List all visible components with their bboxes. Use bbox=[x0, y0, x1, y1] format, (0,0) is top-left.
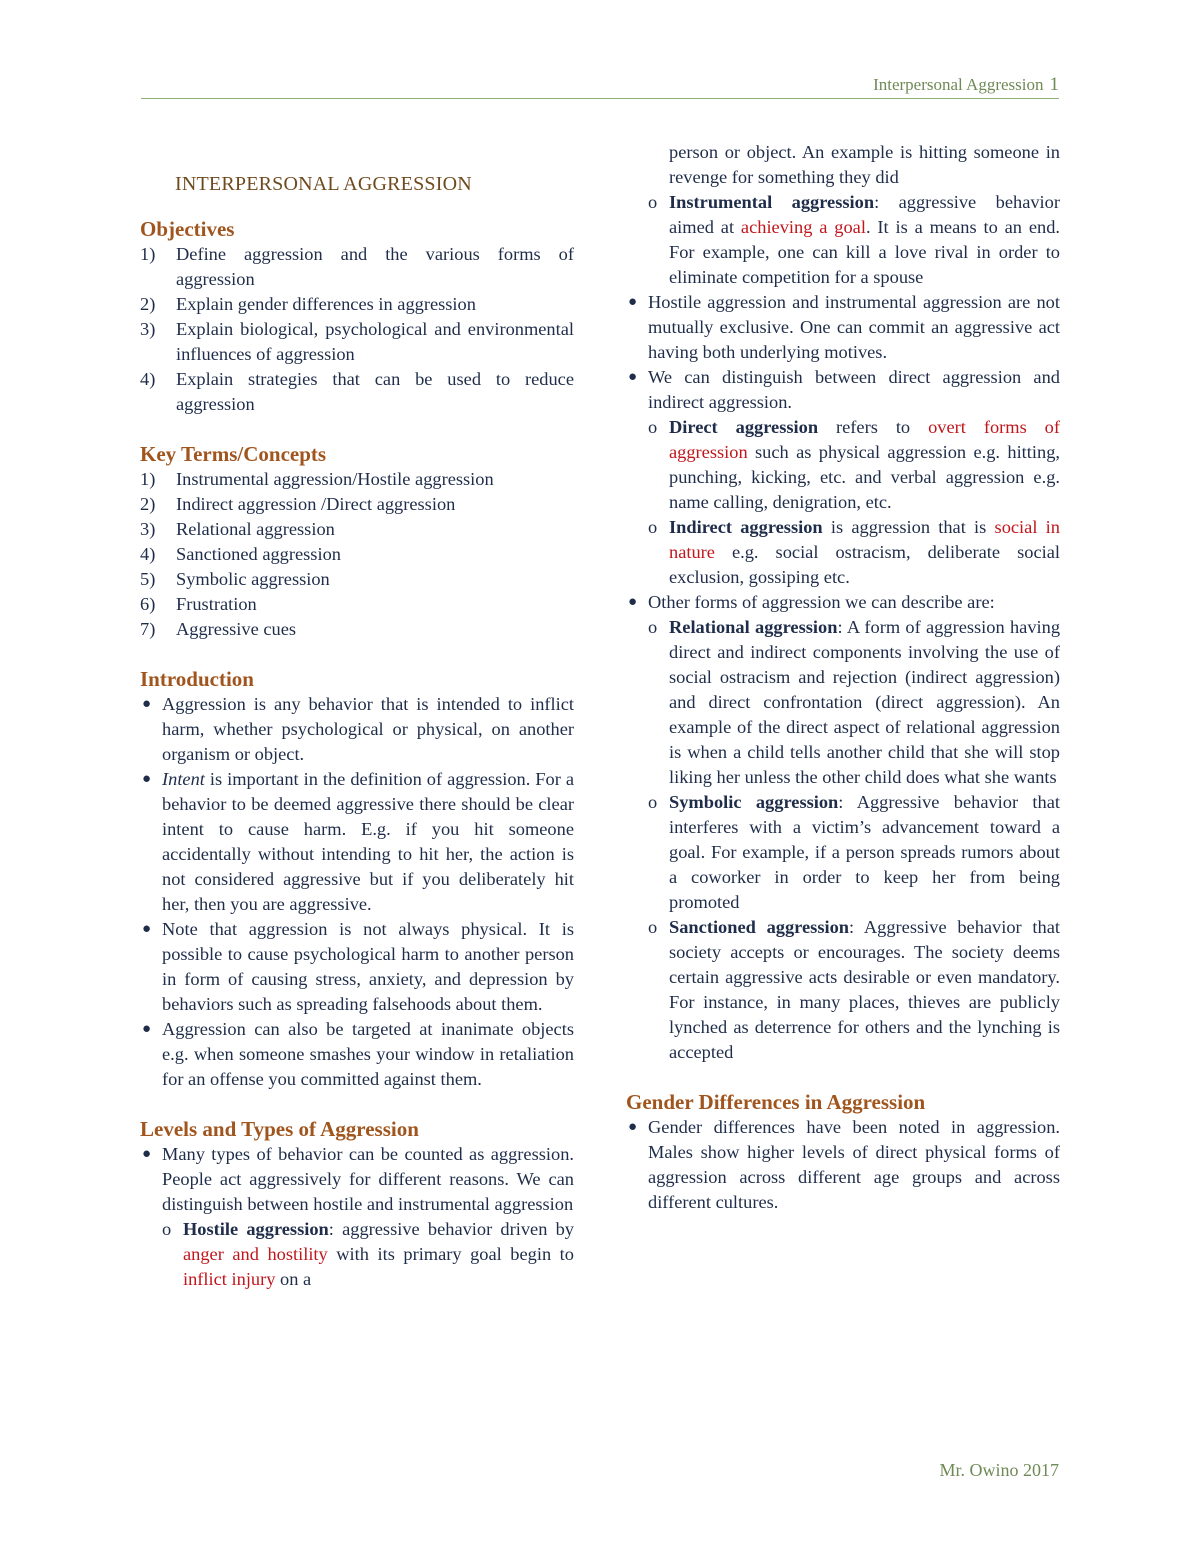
list-item: 2) Explain gender differences in aggression bbox=[140, 294, 476, 314]
list-item: 7) Aggressive cues bbox=[140, 619, 297, 639]
symbolic-aggression-item: o Symbolic aggression: Aggressive behavior that interferes with a victim’s advancement toward a goal. For example, if a person spreads rumors about a coworker in order to keep her from being promoted bbox=[648, 792, 1060, 912]
page-header bbox=[141, 74, 1059, 99]
levels-list bbox=[140, 1142, 574, 1292]
introduction-heading: Introduction bbox=[140, 667, 254, 691]
instrumental-aggression-item: o Instrumental aggression: aggressive behavior aimed at achieving a goal. It is a means to an end. For example, one can kill a love rival in order to eliminate competition for a spouse bbox=[648, 192, 1060, 287]
list-item: 1) Define aggression and the various forms of aggression bbox=[140, 244, 574, 289]
page-footer: Mr. Owino 2017 bbox=[939, 1460, 1059, 1480]
list-item: 4) Sanctioned aggression bbox=[140, 544, 341, 564]
objectives-heading: Objectives bbox=[140, 217, 235, 241]
header-page-number: 1 bbox=[1049, 74, 1059, 95]
right-column bbox=[626, 140, 1060, 1215]
list-item: ● We can distinguish between direct aggression and indirect aggression. o Direct aggression refers to overt forms of aggression such as physical aggression e.g. hitting, punching, kicking, etc. and verbal aggression e.g. name calling, denigration, etc. o Indirect aggression is aggression that is social in nature e.g. social ostracism, deliberate social exclusion, gossiping etc. bbox=[626, 365, 1060, 590]
introduction-list bbox=[140, 692, 574, 1092]
list-item: 1) Instrumental aggression/Hostile aggression bbox=[140, 469, 494, 489]
direct-aggression-item: o Direct aggression refers to overt forms of aggression such as physical aggression e.g. hitting, punching, kicking, etc. and verbal aggression e.g. name calling, denigration, etc. bbox=[648, 417, 1060, 512]
hostile-aggression-item: o Hostile aggression: aggressive behavior driven by anger and hostility with its primary goal begin to inflict injury on a bbox=[162, 1219, 574, 1289]
list-item: 3) Relational aggression bbox=[140, 519, 335, 539]
list-item: 4) Explain strategies that can be used to reduce aggression bbox=[140, 369, 574, 414]
list-item: ● Many types of behavior can be counted as aggression. People act aggressively for different reasons. We can distinguish between hostile and instrumental aggression o Hostile aggression: aggressive behavior driven by anger and hostility with its primary goal begin to inflict injury on a bbox=[140, 1142, 574, 1292]
key-terms-list bbox=[140, 467, 574, 642]
sanctioned-aggression-item: o Sanctioned aggression: Aggressive behavior that society accepts or encourages. The society deems certain aggressive acts desirable or even mandatory. For instance, in many places, thieves are publicly lynched as deterrence for others and the lynching is accepted bbox=[648, 917, 1060, 1062]
list-item: ● Aggression is any behavior that is intended to inflict harm, whether psychological or physical, on another organism or object. bbox=[142, 694, 574, 764]
sub-list bbox=[140, 1217, 574, 1292]
gender-heading: Gender Differences in Aggression bbox=[626, 1090, 926, 1114]
levels-heading: Levels and Types of Aggression bbox=[140, 1117, 419, 1141]
header-title: Interpersonal Aggression bbox=[873, 75, 1044, 94]
left-column bbox=[140, 140, 574, 1292]
list-item: ● Hostile aggression and instrumental aggression are not mutually exclusive. One can commit an aggressive act having both underlying motives. bbox=[628, 292, 1060, 362]
sub-list bbox=[626, 190, 1060, 290]
sub-list bbox=[626, 415, 1060, 590]
levels-list-continued bbox=[626, 290, 1060, 1065]
list-item: 2) Indirect aggression /Direct aggression bbox=[140, 494, 456, 514]
objectives-list bbox=[140, 242, 574, 417]
list-item: ● Other forms of aggression we can describe are: o Relational aggression: A form of aggression having direct and indirect components involving the use of social ostracism and rejection (indirect aggression) and direct confrontation (direct aggression). An example of the direct aspect of relational aggression is when a child tells another child that she will stop liking her unless the other child does what she wants o Symbolic aggression: Aggressive behavior that interferes with a victim’s advancement toward a goal. For example, if a person spreads rumors about a coworker in order to keep her from being promoted o Sanctioned aggression: Aggressive behavior that society accepts or encourages. The society deems certain aggressive acts desirable or even mandatory. For instance, in many places, thieves are publicly lynched as deterrence for others and the lynching is accepted bbox=[626, 590, 1060, 1065]
list-item: 6) Frustration bbox=[140, 594, 257, 614]
list-item: 3) Explain biological, psychological and environmental influences of aggression bbox=[140, 319, 574, 364]
key-terms-heading: Key Terms/Concepts bbox=[140, 442, 327, 466]
sub-list bbox=[626, 615, 1060, 1065]
document-title: INTERPERSONAL AGGRESSION bbox=[175, 173, 472, 195]
indirect-aggression-item: o Indirect aggression is aggression that is social in nature e.g. social ostracism, deliberate social exclusion, gossiping etc. bbox=[648, 517, 1060, 587]
list-item: ● Aggression can also be targeted at inanimate objects e.g. when someone smashes your window in retaliation for an offense you committed against them. bbox=[142, 1019, 574, 1089]
list-item: ● Note that aggression is not always physical. It is possible to cause psychological harm to another person in form of causing stress, anxiety, and depression by behaviors such as spreading falsehoods about them. bbox=[142, 919, 574, 1014]
hostile-continuation: person or object. An example is hitting someone in revenge for something they did bbox=[669, 142, 1060, 187]
list-item: ● Intent is important in the definition of aggression. For a behavior to be deemed aggressive there should be clear intent to cause harm. E.g. if you hit someone accidentally without intending to hit her, the action is not considered aggressive but if you deliberately hit her, then you are aggressive. bbox=[142, 769, 574, 914]
gender-list bbox=[626, 1115, 1060, 1215]
list-item: 5) Symbolic aggression bbox=[140, 569, 330, 589]
relational-aggression-item: o Relational aggression: A form of aggression having direct and indirect components involving the use of social ostracism and rejection (indirect aggression) and direct confrontation (direct aggression). An example of the direct aspect of relational aggression is when a child tells another child that she will stop liking her unless the other child does what she wants bbox=[648, 617, 1061, 787]
list-item: ● Gender differences have been noted in aggression. Males show higher levels of direct physical forms of aggression across different age groups and across different cultures. bbox=[628, 1117, 1060, 1212]
